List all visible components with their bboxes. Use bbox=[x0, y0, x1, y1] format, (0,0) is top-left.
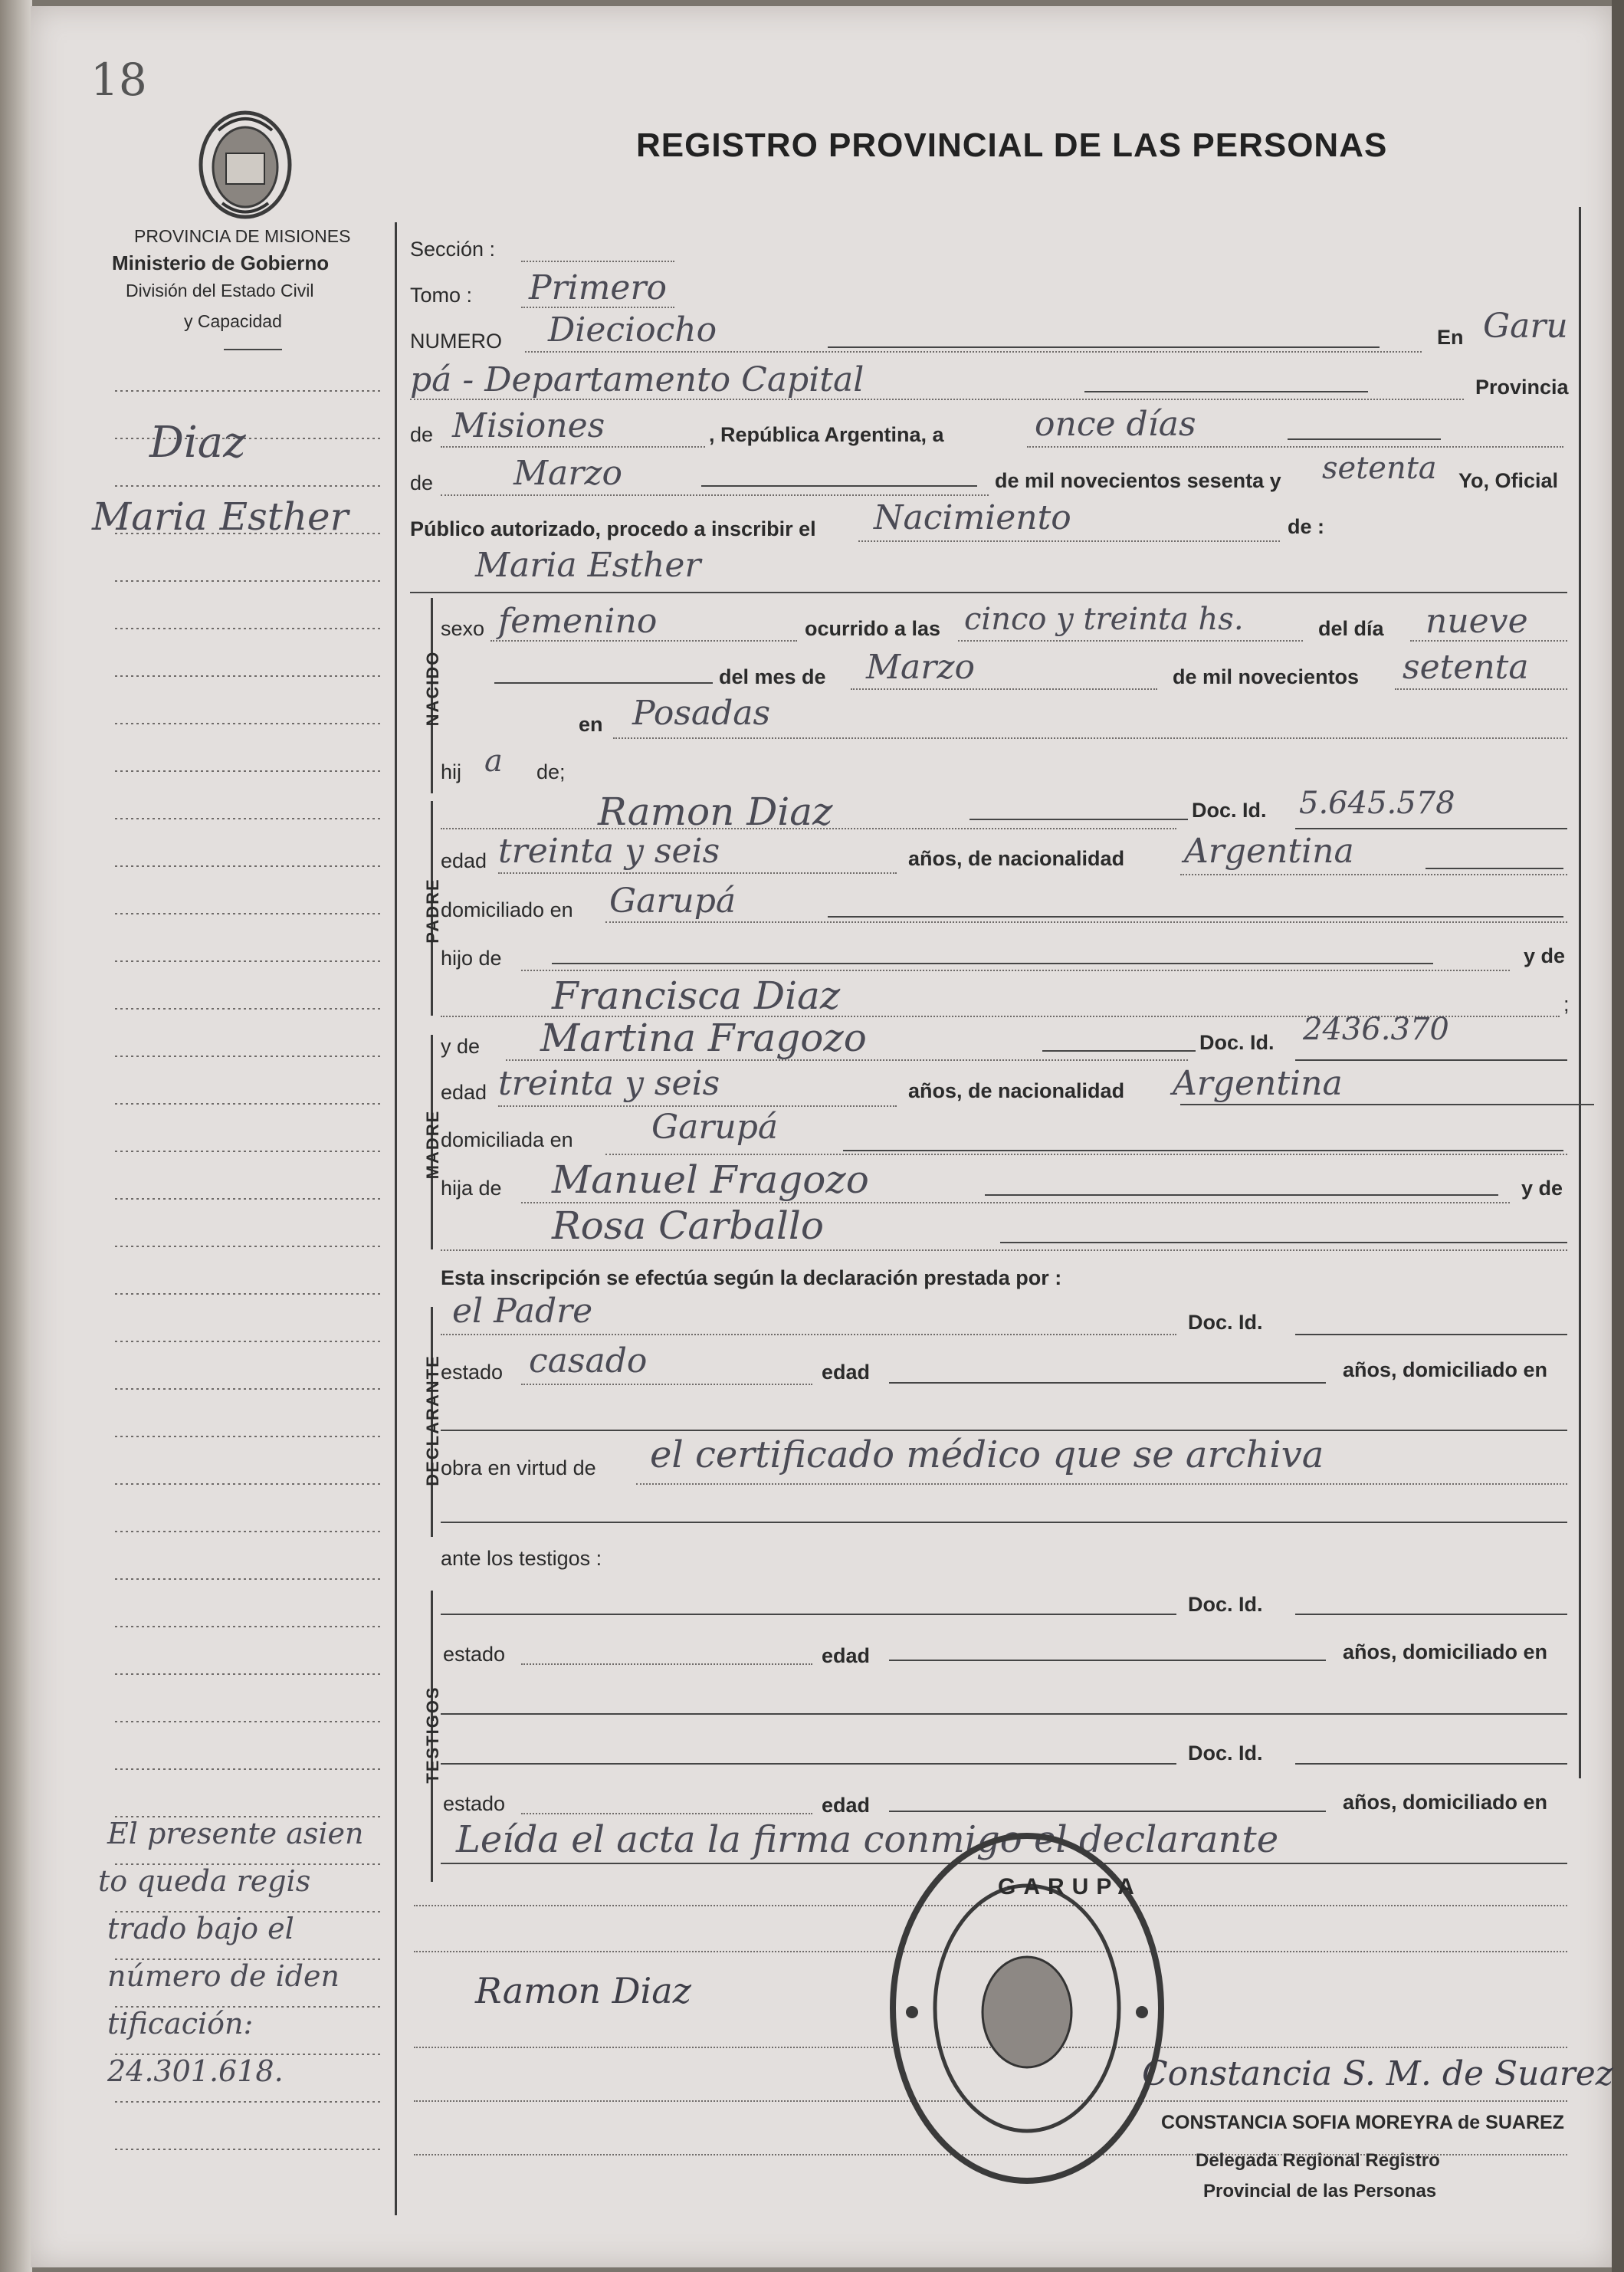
testigo2-line bbox=[441, 1763, 1176, 1765]
padre-doc-label: Doc. Id. bbox=[1192, 799, 1267, 822]
lugar-fill bbox=[1084, 391, 1368, 392]
provincia-label: Provincia bbox=[1475, 376, 1569, 399]
testigo2-anos-label: años, domiciliado en bbox=[1343, 1791, 1548, 1814]
seccion-label: Sección : bbox=[410, 238, 496, 261]
madre-madre-fill bbox=[1000, 1242, 1567, 1243]
testigo1-estado-line bbox=[521, 1663, 812, 1665]
ano-line bbox=[1395, 688, 1567, 690]
hij-label: hij bbox=[441, 760, 462, 783]
nombre-value: Maria Esther bbox=[475, 546, 701, 585]
dec-estado-label: estado bbox=[441, 1361, 504, 1384]
testigo2-edad-label: edad bbox=[822, 1794, 871, 1817]
madre-dom-fill bbox=[843, 1150, 1563, 1151]
margin-note-4: número de iden bbox=[107, 1959, 340, 1993]
testigo1-estado-label: estado bbox=[443, 1643, 506, 1666]
hora-value: cinco y treinta hs. bbox=[964, 602, 1244, 637]
madre-nac-line bbox=[1180, 1104, 1594, 1105]
mes-value: Marzo bbox=[866, 648, 975, 687]
officer-title-2: Provincial de las Personas bbox=[1203, 2181, 1437, 2201]
padre-side-label: PADRE bbox=[423, 878, 442, 944]
obra-line bbox=[636, 1483, 1567, 1485]
numero-value: Dieciocho bbox=[548, 310, 717, 350]
padre-doc-line bbox=[1295, 828, 1567, 829]
de-colon-label: de : bbox=[1288, 515, 1325, 538]
de-label-2: de bbox=[410, 471, 434, 494]
capacity-label: y Capacidad bbox=[184, 311, 282, 331]
officer-name: CONSTANCIA SOFIA MOREYRA de SUAREZ bbox=[1161, 2112, 1564, 2133]
madre-padre-fill bbox=[985, 1194, 1498, 1196]
margin-surname: Diaz bbox=[149, 418, 246, 468]
ministry-label: Ministerio de Gobierno bbox=[112, 251, 330, 274]
madre-anos-label: años, de nacionalidad bbox=[908, 1079, 1125, 1102]
obra-line-2 bbox=[441, 1522, 1567, 1523]
acto-line bbox=[858, 540, 1280, 542]
testigo1-edad-label: edad bbox=[822, 1644, 871, 1667]
madre-dom-label: domiciliada en bbox=[441, 1128, 573, 1151]
lugar-value-1: Garu bbox=[1483, 307, 1568, 346]
book-binding bbox=[0, 0, 32, 2272]
madre-madre-line bbox=[441, 1249, 1567, 1251]
madre-nombre-value: Martina Fragozo bbox=[540, 1016, 867, 1060]
nombre-line bbox=[410, 592, 1567, 593]
hora-line bbox=[958, 640, 1303, 642]
margin-note-3: trado bajo el bbox=[107, 1912, 294, 1945]
testigo1-doc-label: Doc. Id. bbox=[1188, 1593, 1263, 1616]
madre-dom-value: Garupá bbox=[651, 1108, 779, 1147]
padre-edad-line bbox=[498, 872, 897, 874]
right-border bbox=[1579, 207, 1581, 1778]
testigo1-dom-line bbox=[441, 1713, 1567, 1715]
padre-dom-fill bbox=[828, 916, 1563, 918]
tomo-value: Primero bbox=[529, 268, 667, 307]
padre-y-de-label: y de bbox=[1524, 944, 1566, 967]
tomo-label: Tomo : bbox=[410, 284, 473, 307]
province-label: PROVINCIA DE MISIONES bbox=[134, 226, 351, 246]
dec-anos-label: años, domiciliado en bbox=[1343, 1358, 1548, 1381]
mes-nac-fill bbox=[494, 682, 713, 684]
dec-dom-line bbox=[441, 1430, 1567, 1431]
numero-fill bbox=[828, 346, 1380, 348]
margin-note-1: El presente asien bbox=[107, 1817, 364, 1850]
dia-fill bbox=[1288, 438, 1441, 440]
madre-doc-line bbox=[1295, 1059, 1567, 1061]
dia-fecha-value: once días bbox=[1035, 405, 1196, 444]
de-mil-label: de mil novecientos sesenta y bbox=[995, 469, 1281, 492]
yo-oficial-label: Yo, Oficial bbox=[1458, 469, 1559, 492]
seal-center-text: GARUPA bbox=[998, 1874, 1142, 1899]
numero-label: NUMERO bbox=[410, 330, 502, 353]
dia-value: nueve bbox=[1426, 602, 1528, 641]
ante-label: ante los testigos : bbox=[441, 1547, 602, 1570]
padre-dom-value: Garupá bbox=[609, 882, 737, 921]
en-label: En bbox=[1437, 326, 1464, 349]
testigo2-doc-label: Doc. Id. bbox=[1188, 1742, 1263, 1765]
de-label: de bbox=[410, 423, 434, 446]
del-dia-label: del día bbox=[1318, 617, 1384, 640]
madre-hija-label: hija de bbox=[441, 1177, 502, 1200]
testigos-side-label: TESTIGOS bbox=[423, 1686, 442, 1784]
madre-y-de-label-2: y de bbox=[1521, 1177, 1563, 1200]
madre-dom-line bbox=[605, 1154, 1567, 1155]
de-mil-2-label: de mil novecientos bbox=[1173, 665, 1360, 688]
margin-note-6: 24.301.618. bbox=[107, 2054, 284, 2088]
seccion-line bbox=[521, 261, 674, 262]
lugar-value-2: pá - Departamento Capital bbox=[410, 360, 864, 399]
division-label: División del Estado Civil bbox=[126, 281, 314, 300]
madre-madre-value: Rosa Carballo bbox=[552, 1203, 824, 1248]
provincia-line bbox=[441, 446, 705, 448]
testigo1-anos-label: años, domiciliado en bbox=[1343, 1640, 1548, 1663]
padre-anos-label: años, de nacionalidad bbox=[908, 847, 1125, 870]
padre-nombre-value: Ramon Diaz bbox=[598, 790, 833, 834]
ano-value: setenta bbox=[1403, 648, 1529, 687]
dia-line bbox=[1410, 640, 1567, 642]
tomo-line bbox=[521, 307, 674, 308]
padre-dom-label: domiciliado en bbox=[441, 898, 573, 921]
mes-fecha-value: Marzo bbox=[513, 454, 622, 493]
ocurrido-label: ocurrido a las bbox=[805, 617, 941, 640]
semicolon-label: ; bbox=[1563, 993, 1570, 1016]
officer-title-1: Delegada Regional Registro bbox=[1196, 2150, 1440, 2171]
padre-nac-fill bbox=[1426, 868, 1563, 869]
testigo2-doc-line bbox=[1295, 1763, 1567, 1765]
madre-doc-label: Doc. Id. bbox=[1199, 1031, 1275, 1054]
declarante-signature: Ramon Diaz bbox=[475, 1970, 691, 2011]
obra-label: obra en virtud de bbox=[441, 1456, 596, 1479]
padre-edad-value: treinta y seis bbox=[498, 832, 720, 871]
numero-line bbox=[525, 351, 1422, 353]
margin-divider bbox=[395, 222, 397, 2215]
declarante-line bbox=[441, 1334, 1176, 1335]
testigo1-edad-line bbox=[889, 1660, 1326, 1661]
lugar-line bbox=[410, 399, 1464, 400]
padre-edad-label: edad bbox=[441, 849, 487, 872]
dec-doc-line bbox=[1295, 1334, 1567, 1335]
margin-note-5: tificación: bbox=[107, 2007, 254, 2041]
margin-note-2: to queda regis bbox=[98, 1864, 311, 1898]
en-lower-label: en bbox=[579, 713, 603, 736]
publico-label: Público autorizado, procedo a inscribir el bbox=[410, 517, 816, 540]
testigo2-estado-label: estado bbox=[443, 1792, 506, 1815]
page-edge bbox=[1612, 0, 1624, 2272]
mes-fill bbox=[701, 485, 977, 487]
madre-doc-value: 2436.370 bbox=[1303, 1012, 1449, 1047]
testigo1-doc-line bbox=[1295, 1614, 1567, 1615]
madre-edad-label: edad bbox=[441, 1081, 487, 1104]
del-mes-label: del mes de bbox=[719, 665, 826, 688]
mes-line bbox=[441, 494, 989, 496]
dec-estado-value: casado bbox=[529, 1341, 648, 1381]
padre-madre-value: Francisca Diaz bbox=[552, 973, 841, 1018]
page-number: 18 bbox=[90, 54, 147, 106]
mes-nac-line bbox=[851, 688, 1157, 690]
madre-nombre-line bbox=[506, 1059, 1188, 1061]
margin-given-names: Maria Esther bbox=[92, 494, 349, 539]
declarante-side-label: DECLARANTE bbox=[423, 1354, 442, 1486]
declarante-value: el Padre bbox=[452, 1292, 593, 1331]
testigo1-line bbox=[441, 1614, 1176, 1615]
de-semicolon-label: de; bbox=[536, 760, 566, 783]
padre-hijo-line bbox=[521, 970, 1510, 971]
coat-of-arms-icon bbox=[195, 107, 295, 222]
padre-dom-line bbox=[605, 921, 1567, 923]
padre-doc-value: 5.645.578 bbox=[1299, 786, 1455, 821]
republica-label: , República Argentina, a bbox=[709, 423, 944, 446]
sexo-label: sexo bbox=[441, 617, 485, 640]
sexo-value: femenino bbox=[498, 602, 658, 641]
madre-edad-value: treinta y seis bbox=[498, 1064, 720, 1103]
dec-estado-line bbox=[521, 1384, 812, 1385]
ano-fecha-value: setenta bbox=[1322, 451, 1437, 486]
padre-nac-value: Argentina bbox=[1184, 832, 1354, 871]
lugar-nac-value: Posadas bbox=[632, 694, 771, 733]
document-title: REGISTRO PROVINCIAL DE LAS PERSONAS bbox=[636, 126, 1388, 164]
officer-signature: Constancia S. M. de Suarez bbox=[1142, 2054, 1613, 2093]
dec-edad-label: edad bbox=[822, 1361, 871, 1384]
madre-y-de-label: y de bbox=[441, 1035, 481, 1058]
acto-value: Nacimiento bbox=[874, 498, 1071, 537]
madre-padre-value: Manuel Fragozo bbox=[552, 1157, 869, 1202]
sexo-line bbox=[490, 640, 797, 642]
inscripcion-label: Esta inscripción se efectúa según la declaración prestada por : bbox=[441, 1266, 1062, 1289]
hij-suffix-value: a bbox=[484, 744, 503, 779]
nacido-side-label: NACIDO bbox=[423, 650, 442, 727]
testigo2-edad-line bbox=[889, 1811, 1326, 1812]
madre-nombre-fill bbox=[1042, 1050, 1196, 1052]
dia-fecha-line bbox=[1027, 446, 1563, 448]
madre-nac-value: Argentina bbox=[1173, 1064, 1343, 1103]
padre-nombre-line bbox=[441, 828, 1176, 829]
padre-nac-line bbox=[1180, 874, 1567, 875]
lugar-nac-line bbox=[613, 737, 1567, 739]
lectura-value: Leída el acta la firma conmigo el declarante bbox=[456, 1818, 1279, 1861]
dec-edad-line bbox=[889, 1382, 1326, 1384]
madre-edad-line bbox=[498, 1105, 897, 1107]
obra-value: el certificado médico que se archiva bbox=[650, 1433, 1324, 1476]
provincia-value: Misiones bbox=[452, 406, 605, 445]
dec-doc-label: Doc. Id. bbox=[1188, 1311, 1263, 1334]
testigo2-estado-line bbox=[521, 1813, 812, 1814]
divider bbox=[224, 349, 282, 350]
padre-hijo-fill bbox=[552, 963, 1433, 964]
padre-hijo-label: hijo de bbox=[441, 947, 502, 970]
padre-nombre-fill bbox=[969, 819, 1188, 820]
madre-side-label: MADRE bbox=[423, 1109, 442, 1180]
